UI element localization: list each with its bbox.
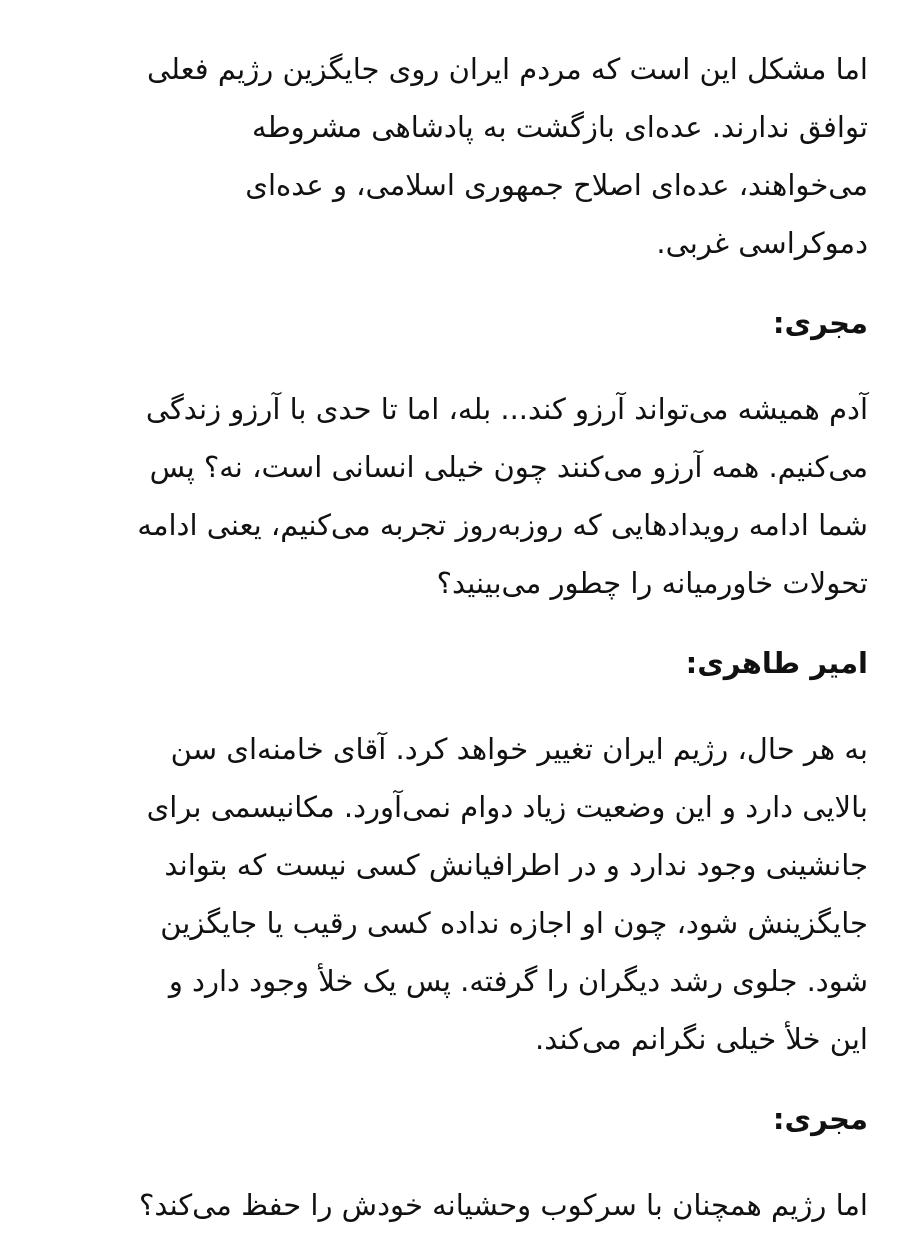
paragraph-line: دموکراسی غربی. <box>656 226 868 260</box>
paragraph-line: می‌کنیم. همه آرزو می‌کنند چون خیلی انسانی است، نه؟ پس <box>149 450 868 484</box>
paragraph-4 <box>36 1176 868 1234</box>
paragraph-line: بالایی دارد و این وضعیت زیاد دوام نمی‌آورد. مکانیسمی برای <box>146 790 868 824</box>
paragraph-line: به هر حال، رژیم ایران تغییر خواهد کرد. آقای خامنه‌ای سن <box>170 732 868 766</box>
speaker-guest-label: امیر طاهری: <box>685 646 868 680</box>
paragraph-line: اما مشکل این است که مردم ایران روی جایگزین رژیم فعلی <box>147 52 868 86</box>
paragraph-line: شود. جلوی رشد دیگران را گرفته. پس یک خلأ وجود دارد و <box>168 964 868 998</box>
paragraph-line: می‌خواهند، عده‌ای اصلاح جمهوری اسلامی، و عده‌ای <box>245 168 868 202</box>
paragraph-line: توافق ندارند. عده‌ای بازگشت به پادشاهی مشروطه <box>252 110 868 144</box>
paragraph-1 <box>36 40 868 272</box>
speaker-host-label: مجری: <box>772 306 868 340</box>
paragraph-line: شما ادامه رویدادهایی که روزبه‌روز تجربه می‌کنیم، یعنی ادامه <box>137 508 868 542</box>
paragraph-3 <box>36 720 868 1068</box>
speaker-host-label: مجری: <box>772 1102 868 1136</box>
paragraph-line: این خلأ خیلی نگرانم می‌کند. <box>535 1022 868 1056</box>
paragraph-line: اما رژیم همچنان با سرکوب وحشیانه خودش را حفظ می‌کند؟ <box>138 1188 868 1222</box>
paragraph-line: جایگزینش شود، چون او اجازه نداده کسی رقیب یا جایگزین <box>160 906 868 940</box>
paragraph-line: آدم همیشه می‌تواند آرزو کند... بله، اما تا حدی با آرزو زندگی <box>145 392 868 426</box>
paragraph-2 <box>36 380 868 612</box>
paragraph-line: تحولات خاورمیانه را چطور می‌بینید؟ <box>436 566 868 600</box>
paragraph-line: جانشینی وجود ندارد و در اطرافیانش کسی نیست که بتواند <box>164 848 868 882</box>
